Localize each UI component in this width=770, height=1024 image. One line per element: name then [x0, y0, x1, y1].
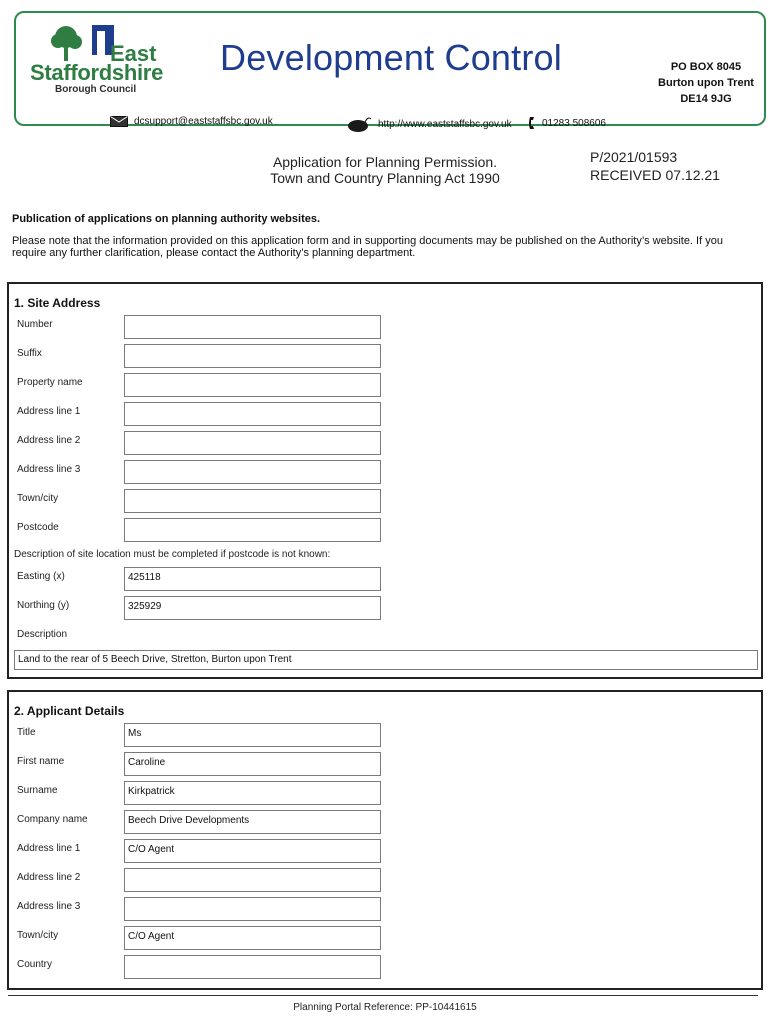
field-label: Address line 1	[17, 406, 81, 417]
logo-text-staffordshire: Staffordshire	[30, 60, 164, 85]
field-label: Description	[17, 629, 68, 640]
header-banner	[14, 11, 766, 130]
website-text[interactable]: http://www.eaststaffsbc.gov.uk	[378, 118, 512, 130]
site-address-section	[7, 282, 763, 679]
description-field[interactable]: Land to the rear of 5 Beech Drive, Stretton, Burton upon Trent	[14, 650, 758, 670]
suffix-field[interactable]	[124, 344, 381, 368]
company-name-field[interactable]: Beech Drive Developments	[124, 810, 381, 834]
field-label: Company name	[17, 814, 88, 825]
email-contact	[110, 116, 273, 127]
field-label: Town/city	[17, 493, 59, 504]
logo-text-east: East	[110, 41, 157, 66]
logo-text-borough: Borough Council	[55, 84, 137, 95]
address-line: Burton upon Trent	[658, 77, 754, 89]
field-label: Address line 1	[17, 843, 81, 854]
title-field[interactable]: Ms	[124, 723, 381, 747]
phone-icon	[528, 116, 536, 130]
address-line: PO BOX 8045	[670, 61, 742, 73]
field-label: Address line 3	[17, 901, 81, 912]
application-reference	[590, 148, 720, 184]
field-label: Number	[17, 319, 53, 330]
mouse-icon	[348, 116, 372, 132]
address-line-2-field[interactable]	[124, 431, 381, 455]
received-stamp: RECEIVED 07.12.21	[590, 167, 720, 183]
field-label: Northing (y)	[17, 600, 70, 611]
address-line-1-field[interactable]: C/O Agent	[124, 839, 381, 863]
address-line: DE14 9JG	[680, 93, 732, 105]
location-note: Description of site location must be completed if postcode is not known:	[14, 549, 331, 560]
tree-logo-icon	[48, 23, 118, 63]
field-label: Property name	[17, 377, 83, 388]
field-label: Town/city	[17, 930, 59, 941]
field-label: Address line 2	[17, 872, 81, 883]
reference-number: P/2021/01593	[590, 149, 678, 165]
first-name-field[interactable]: Caroline	[124, 752, 381, 776]
applicant-details-section	[7, 690, 763, 990]
country-field[interactable]	[124, 955, 381, 979]
footer-reference: Planning Portal Reference: PP-10441615	[293, 1002, 477, 1013]
postal-address	[646, 59, 766, 107]
field-label: Address line 2	[17, 435, 81, 446]
field-label: Address line 3	[17, 464, 81, 475]
postcode-field[interactable]	[124, 518, 381, 542]
phone-text: 01283 508606	[542, 117, 606, 129]
section-title: 2. Applicant Details	[14, 704, 125, 718]
application-title	[240, 154, 530, 186]
application-title-line: Application for Planning Permission.	[272, 154, 498, 170]
field-label: Easting (x)	[17, 571, 65, 582]
envelope-icon	[110, 116, 128, 127]
property-name-field[interactable]	[124, 373, 381, 397]
field-label: Postcode	[17, 522, 59, 533]
field-label: First name	[17, 756, 65, 767]
town-city-field[interactable]	[124, 489, 381, 513]
section-title: 1. Site Address	[14, 296, 101, 310]
email-text[interactable]: dcsupport@eaststaffsbc.gov.uk	[134, 116, 273, 127]
northing-field[interactable]: 325929	[124, 596, 381, 620]
council-logo	[30, 23, 180, 93]
field-label: Title	[17, 727, 36, 738]
address-line-1-field[interactable]	[124, 402, 381, 426]
publication-heading: Publication of applications on planning authority websites.	[12, 213, 321, 225]
phone-contact	[528, 116, 606, 130]
publication-text: Please note that the information provided on this application form and in supporting documents may be published on the Authority’s website. If you require any further clarification, please contact the Authority’s planning department.	[12, 235, 723, 259]
town-city-field[interactable]: C/O Agent	[124, 926, 381, 950]
field-label: Suffix	[17, 348, 42, 359]
address-line-3-field[interactable]	[124, 460, 381, 484]
footer-divider	[8, 995, 758, 996]
website-contact	[348, 116, 512, 132]
page-title: Development Control	[220, 37, 562, 78]
field-label: Surname	[17, 785, 58, 796]
address-line-3-field[interactable]	[124, 897, 381, 921]
surname-field[interactable]: Kirkpatrick	[124, 781, 381, 805]
application-title-line: Town and Country Planning Act 1990	[270, 170, 500, 186]
field-label: Country	[17, 959, 53, 970]
address-line-2-field[interactable]	[124, 868, 381, 892]
number-field[interactable]	[124, 315, 381, 339]
easting-field[interactable]: 425118	[124, 567, 381, 591]
